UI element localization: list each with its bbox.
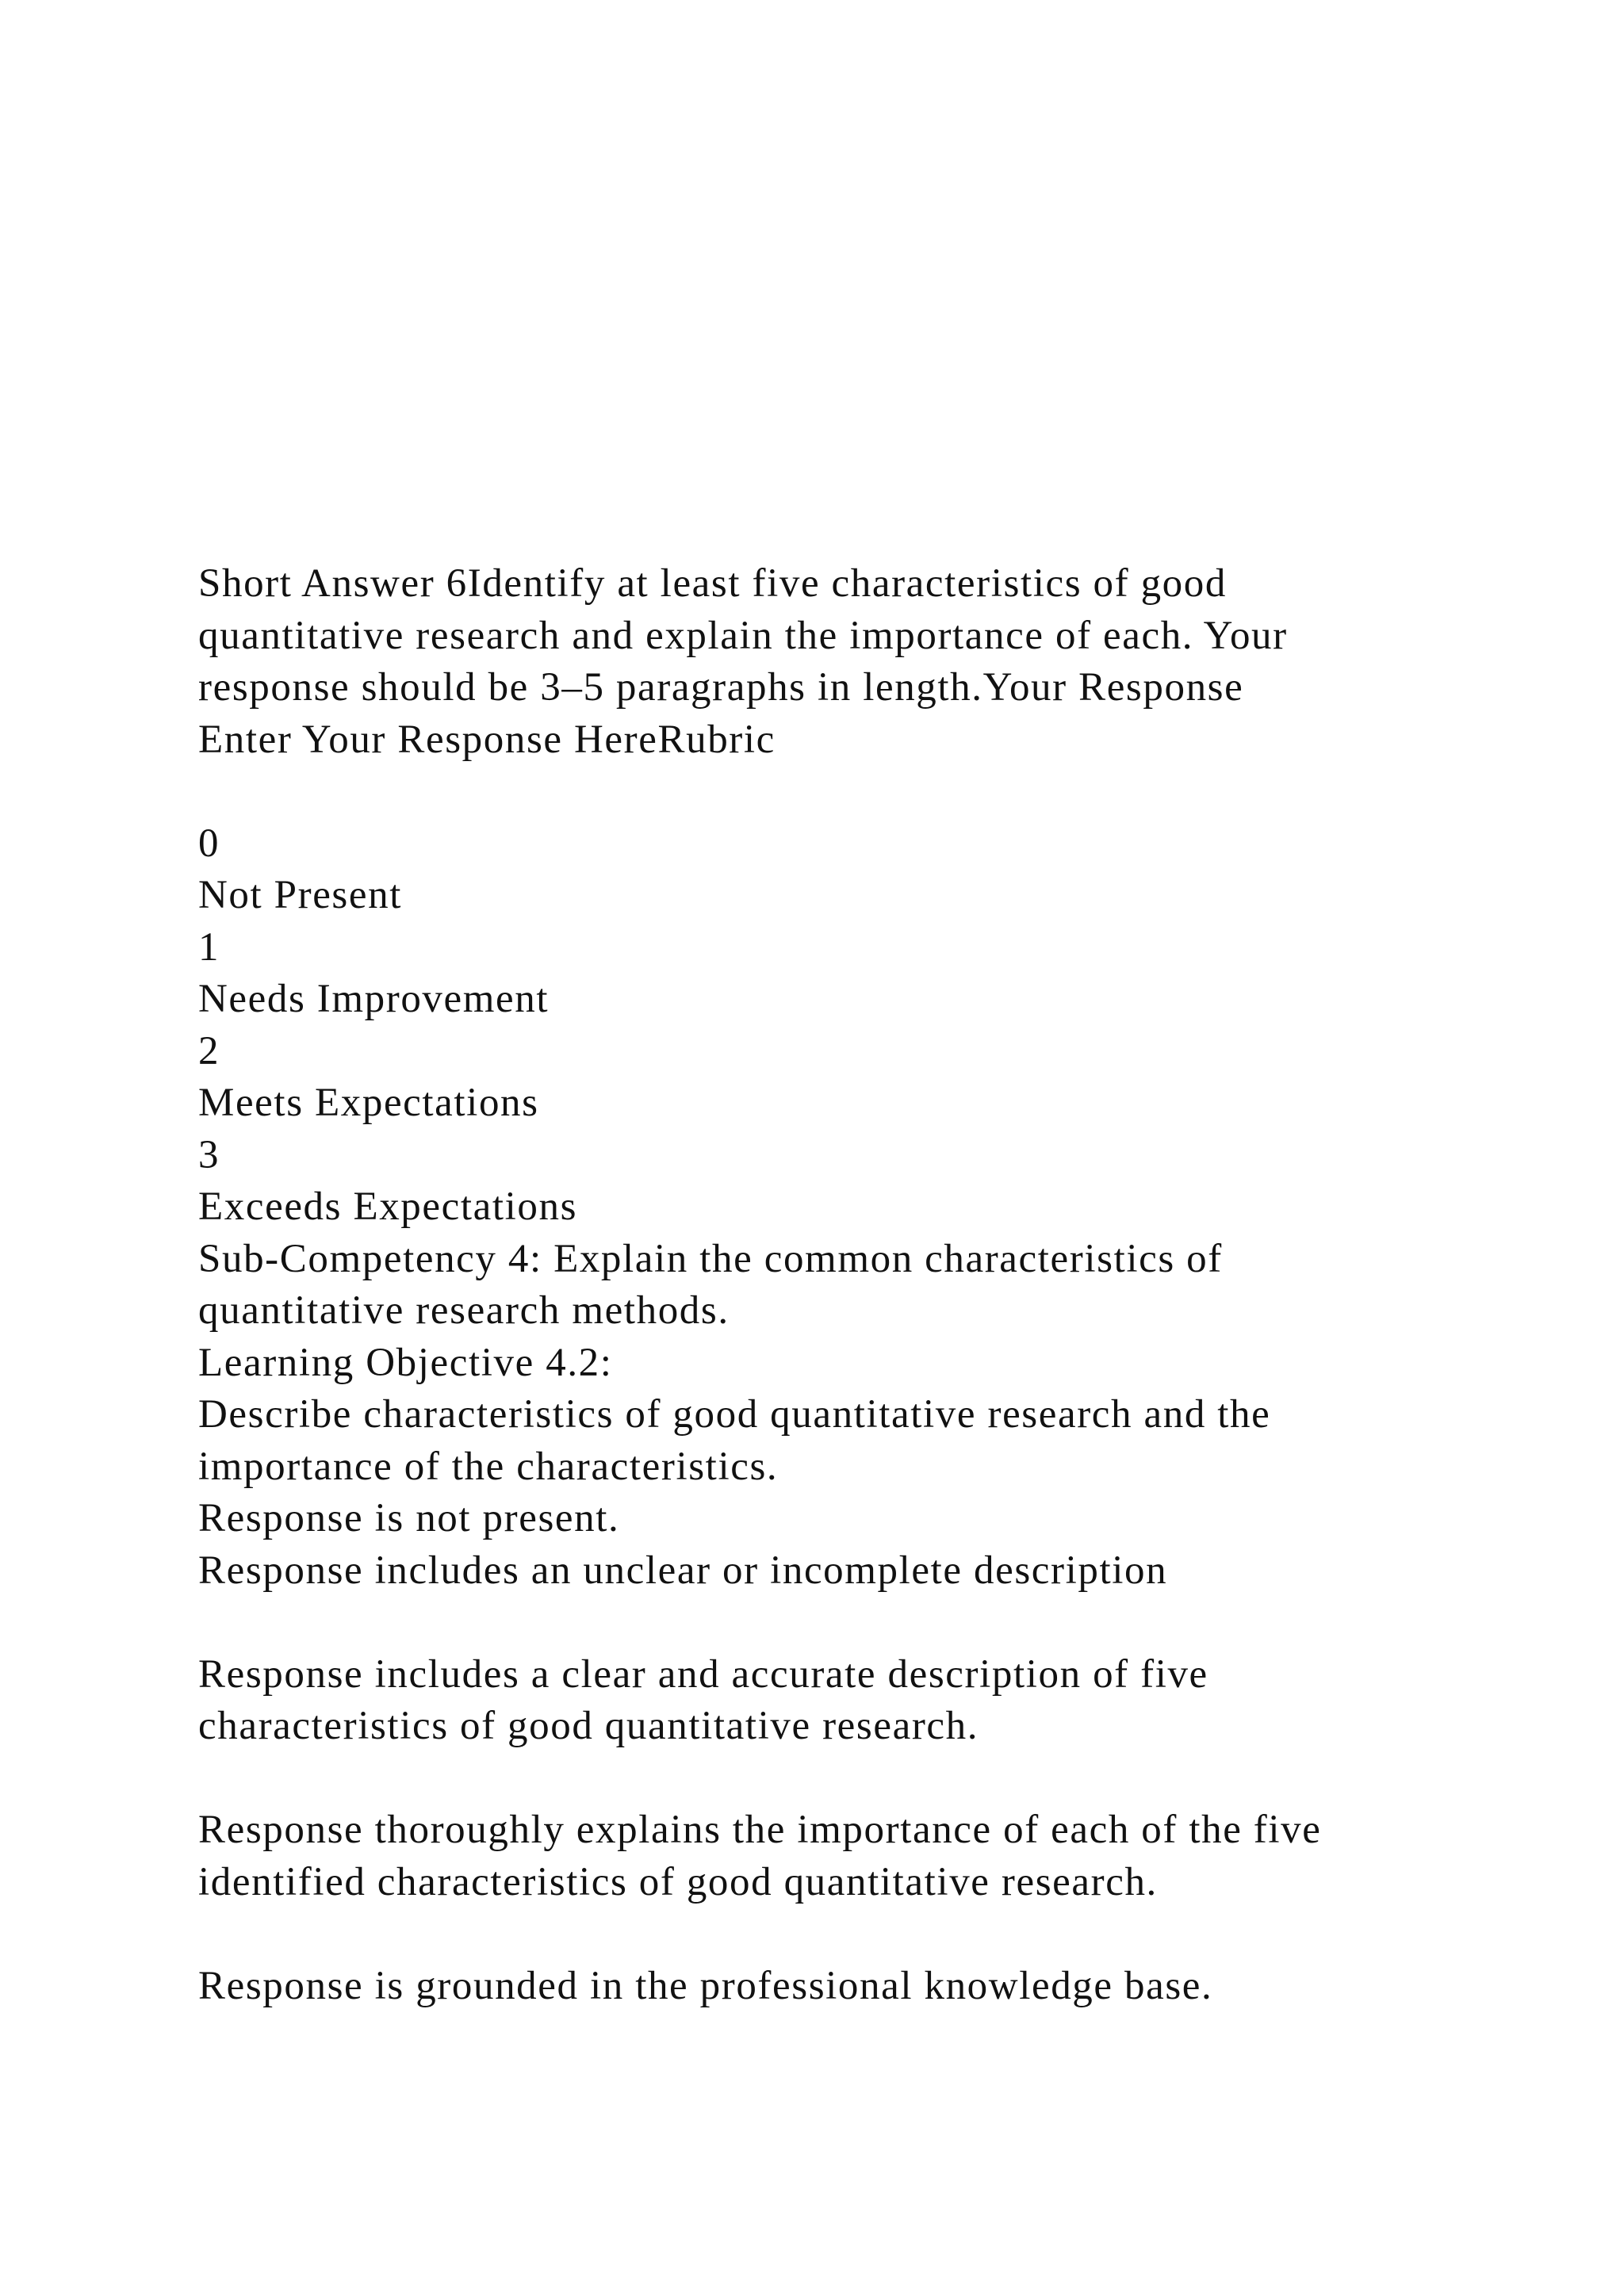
- rubric-score-3: 3: [198, 1132, 220, 1177]
- criterion-knowledge-base: Response is grounded in the professional knowledge base.: [198, 1963, 1213, 2008]
- criterion-not-present: Response is not present.: [198, 1496, 620, 1540]
- criterion-needs-improvement: Response includes an unclear or incomplete description: [198, 1548, 1168, 1593]
- blank-line: [198, 1908, 1546, 1961]
- criterion-meets-expectations-line-2: characteristics of good quantitative research.: [198, 1704, 979, 1748]
- prompt-line-1: Short Answer 6Identify at least five characteristics of good: [198, 561, 1227, 606]
- document-body: [198, 558, 1546, 2012]
- criterion-exceeds-expectations-line-1: Response thoroughly explains the importance of each of the five: [198, 1808, 1322, 1852]
- prompt-line-4: Enter Your Response HereRubric: [198, 717, 776, 762]
- learning-objective-line-2: importance of the characteristics.: [198, 1444, 779, 1489]
- criterion-meets-expectations-line-1: Response includes a clear and accurate description of five: [198, 1651, 1208, 1697]
- rubric-level-meets-expectations: Meets Expectations: [198, 1081, 539, 1125]
- learning-objective-heading: Learning Objective 4.2:: [198, 1340, 613, 1385]
- rubric-score-0: 0: [198, 821, 220, 866]
- learning-objective-line-1: Describe characteristics of good quantitative research and the: [198, 1392, 1271, 1437]
- rubric-score-1: 1: [198, 924, 220, 970]
- blank-line: [198, 766, 1546, 818]
- criterion-exceeds-expectations-line-2: identified characteristics of good quantitative research.: [198, 1859, 1158, 1904]
- rubric-level-needs-improvement: Needs Improvement: [198, 977, 550, 1021]
- rubric-score-2: 2: [198, 1028, 220, 1073]
- prompt-line-2: quantitative research and explain the importance of each. Your: [198, 613, 1288, 658]
- blank-line: [198, 1597, 1546, 1649]
- rubric-level-exceeds-expectations: Exceeds Expectations: [198, 1184, 578, 1229]
- rubric-level-not-present: Not Present: [198, 873, 402, 917]
- prompt-line-3: response should be 3–5 paragraphs in length.Your Response: [198, 665, 1244, 710]
- sub-competency-line-1: Sub-Competency 4: Explain the common characteristics of: [198, 1236, 1223, 1281]
- blank-line: [198, 1753, 1546, 1805]
- sub-competency-line-2: quantitative research methods.: [198, 1288, 730, 1333]
